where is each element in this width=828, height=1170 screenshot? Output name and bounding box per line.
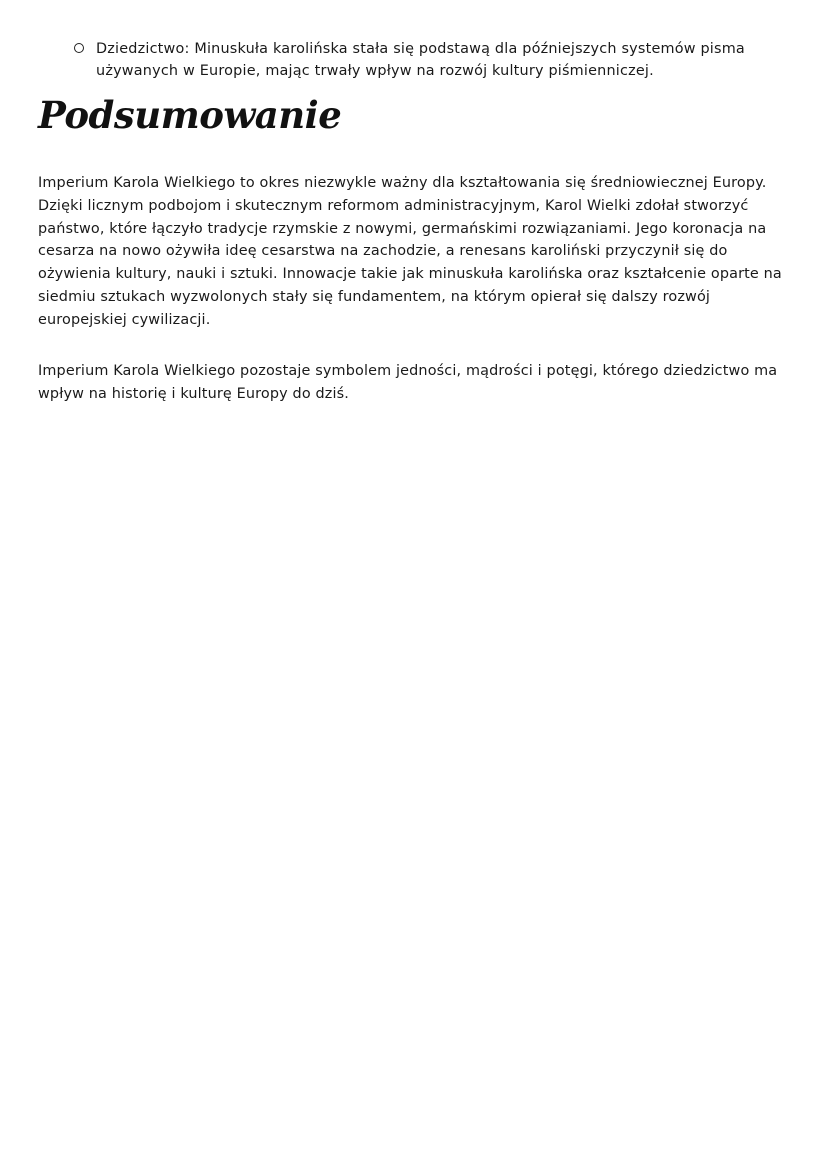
bullet-list-item bbox=[74, 38, 774, 82]
section-heading: Podsumowanie bbox=[38, 93, 342, 137]
closing-paragraph: Imperium Karola Wielkiego pozostaje symbolem jedności, mądrości i potęgi, którego dziedzictwo ma wpływ na historię i kulturę Europy do dziś. bbox=[38, 363, 778, 402]
summary-paragraph: Imperium Karola Wielkiego to okres niezwykle ważny dla kształtowania się średniowiecznej Europy. Dzięki licznym podbojom i skutecznym reformom administracyjnym, Karol Wielki zdołał stworzyć państwo, które łączyło tradycje rzymskie z nowymi, germańskimi rozwiązaniami. Jego koronacja na cesarza na nowo ożywiła ideę cesarstwa na zachodzie, a renesans karoliński przyczynił się do ożywienia kultury, nauki i sztuki. Innowacje takie jak minuskuła karolińska oraz kształcenie oparte na siedmiu sztukach wyzwolonych stały się fundamentem, na którym opierał się dalszy rozwój europejskiej cywilizacji. bbox=[38, 175, 782, 328]
hollow-circle-bullet-icon bbox=[74, 43, 84, 53]
bullet-text: Dziedzictwo: Minuskuła karolińska stała się podstawą dla późniejszych systemów pisma używanych w Europie, mając trwały wpływ na rozwój kultury piśmienniczej. bbox=[96, 41, 745, 79]
